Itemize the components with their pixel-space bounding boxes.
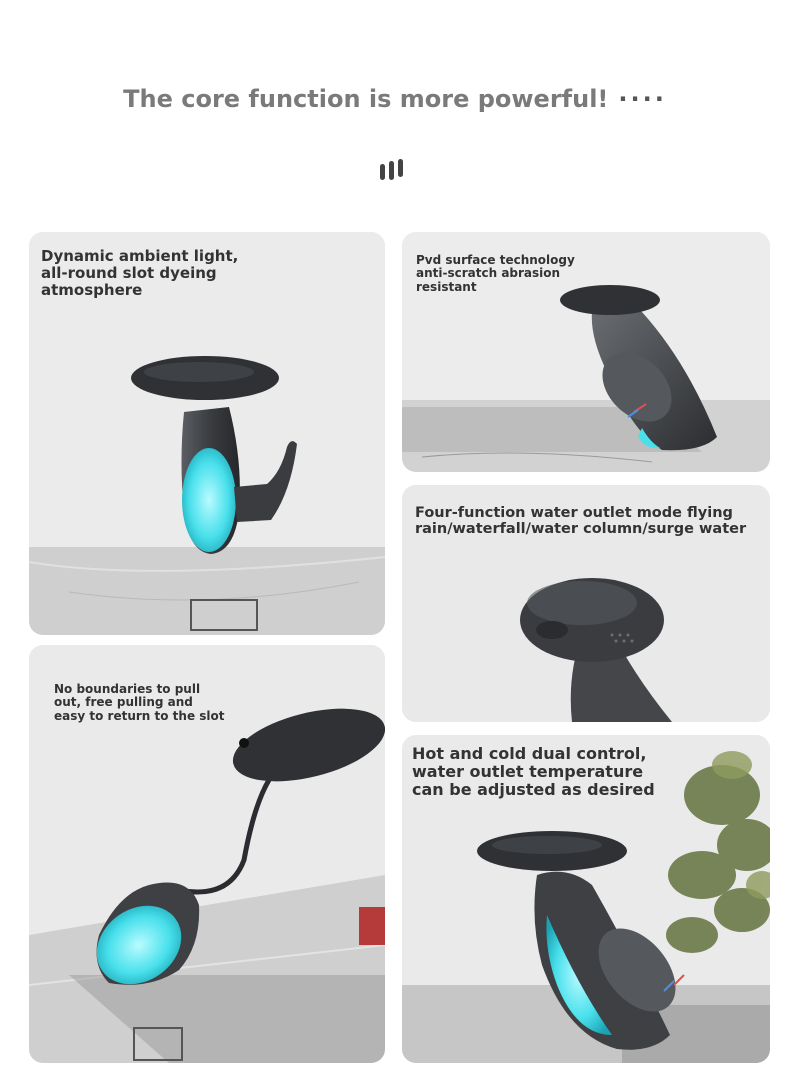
- ellipsis-dots: ····: [618, 85, 667, 113]
- panel-caption: Pvd surface technology anti-scratch abrasion resistant: [416, 253, 575, 294]
- panel-caption: Dynamic ambient light, all-round slot dyeing atmosphere: [41, 247, 239, 299]
- panel-caption: Four-function water outlet mode flying rain/waterfall/water column/surge water: [415, 505, 747, 538]
- page-title-text: The core function is more powerful!: [123, 85, 609, 113]
- page-title: [0, 85, 790, 113]
- feature-panel-pvd-surface: [402, 232, 770, 472]
- feature-panel-water-outlet-modes: [402, 485, 770, 722]
- feature-panel-pull-out: [29, 645, 385, 1063]
- feature-panel-hot-cold-control: [402, 735, 770, 1063]
- section-divider-icon: [380, 159, 410, 181]
- panel-caption: No boundaries to pull out, free pulling and easy to return to the slot: [54, 682, 225, 723]
- feature-panel-ambient-light: [29, 232, 385, 635]
- panel-caption: Hot and cold dual control, water outlet temperature can be adjusted as desired: [412, 744, 655, 799]
